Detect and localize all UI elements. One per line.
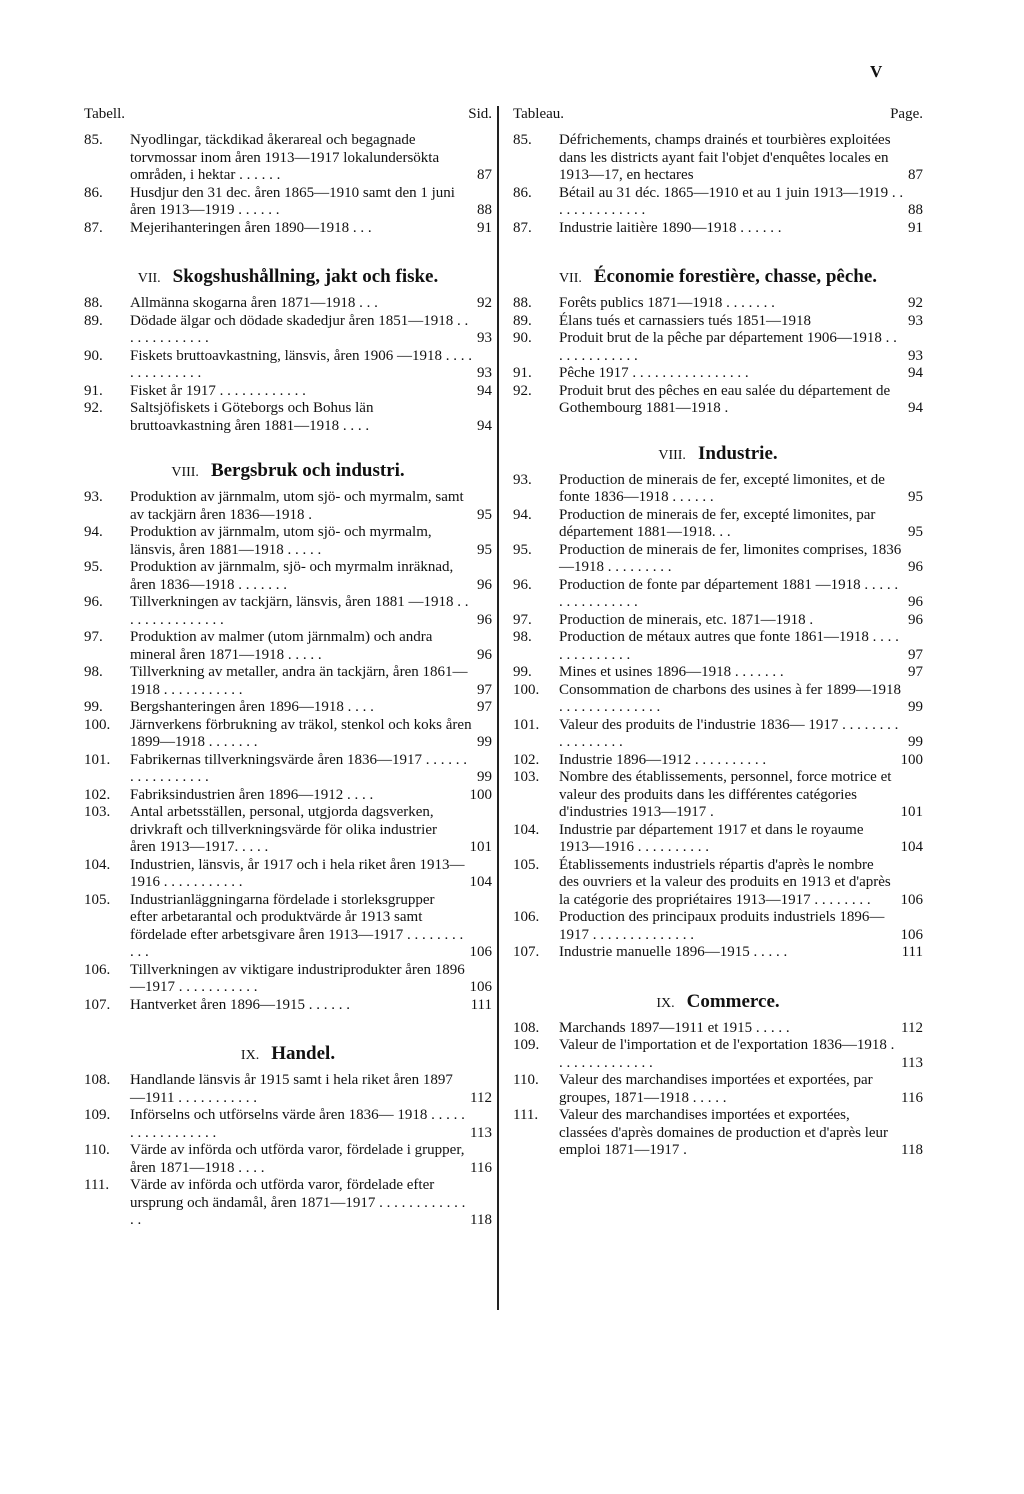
table-number: 107. [84,996,111,1013]
entry-title: Produktion av järnmalm, utom sjö- och myrmalm, samt av tackjärn åren 1836—1918 . [130,489,464,523]
toc-entry [513,769,923,822]
header-page-label: Sid. [468,106,492,122]
table-number: 100. [513,681,540,698]
entry-title: Production de minerais de fer, excepté limonites, et de fonte 1836—1918 . . . . . . [559,471,885,505]
toc-entry [84,664,492,699]
entry-title: Production de minerais de fer, excepté limonites, par département 1881—1918. . . [559,506,876,540]
toc-entry [84,804,492,857]
toc-entry [84,313,492,348]
table-number: 95. [84,559,103,575]
table-number: 86. [513,184,532,201]
toc-entry [84,132,492,185]
entry-page-number: 100 [900,751,923,768]
entry-page-number: 106 [900,891,923,908]
entry-page-number: 116 [901,1089,923,1106]
entry-title: Handlande länsvis år 1915 samt i hela riket åren 1897—1911 . . . . . . . . . . . [130,1072,453,1106]
table-number: 108. [513,1019,540,1036]
entry-title: Produktion av järnmalm, sjö- och myrmalm inräknad, åren 1836—1918 . . . . . . . [130,559,454,593]
table-number: 89. [84,312,103,329]
entry-page-number: 101 [469,839,492,855]
toc-entry [513,612,923,630]
toc-section [513,132,923,237]
toc-entry [84,1142,492,1177]
table-number: 92. [84,400,103,416]
toc-entry [84,594,492,629]
section-heading [513,444,923,464]
toc-entry [513,857,923,910]
entry-title: Bergshanteringen åren 1896—1918 . . . . [130,699,374,715]
section-roman-numeral: VIII. [171,465,199,480]
entry-page-number: 93 [908,312,923,329]
table-number: 109. [84,1107,111,1123]
table-number: 105. [513,856,540,873]
entry-title: Antal arbetsställen, personal, utgjorda dagsverken, drivkraft och tillverkningsvärde för olika industrier åren 1913—1917. . . . . [130,804,437,855]
entry-title: Mines et usines 1896—1918 . . . . . . . [559,664,784,680]
toc-entry [84,220,492,238]
entry-title: Produit brut de la pêche par département 1906—1918 . . . . . . . . . . . . . [559,330,897,364]
toc-entry [513,1037,923,1072]
toc-section [84,132,492,237]
entry-page-number: 104 [900,839,923,855]
table-number: 91. [513,365,532,381]
entry-page-number: 106 [469,944,492,960]
table-number: 106. [513,909,540,925]
section-heading [84,1044,492,1064]
toc-sections [513,132,923,1160]
section-title: Industrie. [697,442,778,464]
entry-title: Tillverkning av metaller, andra än tackjärn, åren 1861—1918 . . . . . . . . . . . [130,664,468,698]
section-title: Commerce. [686,990,780,1012]
table-number: 110. [84,1142,110,1158]
entry-title: Fiskets bruttoavkastning, länsvis, åren 1906 —1918 . . . . . . . . . . . . . . [130,347,473,381]
page-number: V [870,62,883,81]
table-number: 93. [84,489,103,505]
table-number: 103. [513,769,540,785]
table-number: 87. [513,219,532,236]
section-roman-numeral: IX. [240,1048,260,1063]
entry-page-number: 99 [908,734,923,750]
entry-title: Défrichements, champs drainés et tourbières exploitées dans les districts ayant fait l'objet d'enquêtes locales en 1913—17, en hectares [559,132,891,183]
table-number: 96. [84,594,103,610]
entry-page-number: 92 [908,295,923,311]
entry-page-number: 94 [477,417,492,434]
table-number: 91. [84,382,103,399]
header-label: Tableau. [513,106,565,122]
table-number: 104. [513,821,540,838]
toc-entry [513,1107,923,1160]
column-header [84,106,492,132]
entry-page-number: 99 [908,699,923,715]
section-title: Handel. [271,1043,336,1064]
table-number: 110. [513,1072,539,1088]
table-number: 96. [513,576,532,593]
entry-page-number: 97 [908,664,923,680]
entry-title: Valeur des marchandises importées et exportées, classées d'après domaines de production et d'après leur emploi 1871—1917 . [559,1107,889,1158]
entry-title: Production de métaux autres que fonte 1861—1918 . . . . . . . . . . . . . . [559,629,899,663]
toc-section [84,1044,492,1230]
toc-entry [513,752,923,770]
entry-title: Établissements industriels répartis d'après le nombre des ouvriers et la valeur des produits en 1913 et d'après la catégorie des propriétaires 1913—1917 . . . . . . . . [559,856,891,908]
entry-title: Bétail au 31 déc. 1865—1910 et au 1 juin 1913—1919 . . . . . . . . . . . . . . [559,184,904,218]
entry-title: Dödade älgar och dödade skadedjur åren 1851—1918 . . . . . . . . . . . . . [130,312,469,346]
entry-page-number: 94 [908,400,923,416]
entry-title: Pêche 1917 . . . . . . . . . . . . . . . . [559,365,749,381]
entry-title: Nyodlingar, täckdikad åkerareal och begagnade torvmossar inom åren 1913—1917 lokalundersökta områden, i hektar . . . . . . [130,132,440,183]
toc-entry [84,629,492,664]
entry-page-number: 87 [477,167,492,183]
table-number: 107. [513,944,540,960]
entry-title: Production de minerais de fer, limonites comprises, 1836—1918 . . . . . . . . . [559,541,902,575]
entry-title: Fabriksindustrien åren 1896—1912 . . . . [130,786,374,803]
toc-entry [513,185,923,220]
table-number: 87. [84,219,103,236]
entry-page-number: 96 [908,594,923,610]
table-number: 92. [513,382,532,399]
section-roman-numeral: VII. [137,271,161,286]
table-number: 97. [84,629,103,645]
table-number: 100. [84,716,111,733]
entry-title: Industrie par département 1917 et dans le royaume 1913—1916 . . . . . . . . . . [559,821,864,855]
toc-entry [513,909,923,944]
section-title: Skogshushållning, jakt och fiske. [172,266,439,287]
toc-entry [513,944,923,962]
toc-section [513,444,923,962]
toc-entry [84,295,492,313]
toc-entry [84,892,492,962]
toc-entry [84,997,492,1015]
toc-section [84,267,492,435]
entry-page-number: 96 [477,576,492,593]
table-number: 108. [84,1072,111,1088]
entry-page-number: 99 [477,734,492,750]
table-number: 102. [84,786,111,803]
entry-page-number: 116 [470,1159,492,1176]
swedish-column [84,106,492,1230]
toc-entry [84,787,492,805]
entry-page-number: 91 [477,219,492,236]
table-number: 104. [84,856,111,873]
entry-page-number: 112 [470,1089,492,1106]
toc-entry [84,1177,492,1230]
entry-page-number: 96 [477,611,492,628]
header-page-label: Page. [890,106,923,122]
section-roman-numeral: VII. [558,271,582,286]
entry-title: Marchands 1897—1911 et 1915 . . . . . [559,1019,790,1036]
toc-entry [84,752,492,787]
entry-page-number: 113 [470,1124,492,1141]
entry-title: Nombre des établissements, personnel, force motrice et valeur des produits dans les différentes catégories d'industries 1913—1917 . [559,769,892,820]
table-number: 94. [84,524,103,540]
entry-title: Allmänna skogarna åren 1871—1918 . . . [130,295,378,311]
entry-title: Valeur de l'importation et de l'exportation 1836—1918 . . . . . . . . . . . . . . [559,1037,895,1071]
toc-entry [513,629,923,664]
entry-page-number: 96 [908,611,923,628]
entry-page-number: 112 [901,1019,923,1036]
entry-title: Införselns och utförselns värde åren 1836— 1918 . . . . . . . . . . . . . . . . . [130,1107,465,1141]
entry-title: Élans tués et carnassiers tués 1851—1918 [559,312,812,329]
entry-page-number: 99 [477,769,492,785]
entry-page-number: 96 [908,559,923,575]
entry-page-number: 96 [477,646,492,663]
section-heading [84,461,492,481]
toc-entry [513,472,923,507]
toc-entry [84,383,492,401]
entry-page-number: 93 [477,330,492,346]
entry-page-number: 97 [477,681,492,698]
toc-entry [84,857,492,892]
entry-title: Valeur des produits de l'industrie 1836— 1917 . . . . . . . . . . . . . . . . . [559,716,899,750]
table-number: 111. [84,1177,110,1193]
table-number: 103. [84,804,111,820]
entry-page-number: 106 [900,926,923,943]
entry-page-number: 106 [469,979,492,995]
toc-entry [513,295,923,313]
toc-entry [84,962,492,997]
entry-title: Produktion av malmer (utom järnmalm) och andra mineral åren 1871—1918 . . . . . [130,629,433,663]
section-roman-numeral: VIII. [658,447,686,463]
table-number: 109. [513,1037,540,1053]
section-title: Bergsbruk och industri. [210,460,405,481]
section-heading [84,267,492,287]
entry-page-number: 94 [477,382,492,399]
entry-title: Industrien, länsvis, år 1917 och i hela riket åren 1913—1916 . . . . . . . . . . . [130,856,465,890]
table-number: 88. [513,295,532,311]
toc-entry [84,717,492,752]
header-label: Tabell. [84,106,126,122]
entry-title: Industrianläggningarna fördelade i storleksgrupper efter arbetarantal och produktvärde år 1913 samt fördelade efter arbetsgivare åren 1913—1917 . . . . . . . . . . . [130,891,464,960]
entry-page-number: 95 [477,541,492,558]
toc-entry [513,664,923,682]
entry-page-number: 97 [908,646,923,663]
toc-section [84,461,492,1014]
entry-title: Industrie 1896—1912 . . . . . . . . . . [559,751,767,768]
entry-title: Produit brut des pêches en eau salée du département de Gothembourg 1881—1918 . [559,382,891,416]
entry-page-number: 113 [901,1054,923,1071]
table-number: 98. [513,629,532,645]
entry-title: Consommation de charbons des usines à fer 1899—1918 . . . . . . . . . . . . . . [559,681,902,715]
column-header [513,106,923,132]
toc-entry [84,1107,492,1142]
entry-page-number: 93 [908,347,923,364]
table-number: 99. [513,664,532,680]
toc-entry [84,559,492,594]
table-number: 98. [84,664,103,680]
toc-section [513,267,923,418]
entry-title: Järnverkens förbrukning av träkol, stenkol och koks åren 1899—1918 . . . . . . . [130,716,472,750]
table-number: 94. [513,506,532,523]
entry-page-number: 95 [477,506,492,523]
entry-title: Production de minerais, etc. 1871—1918 . [559,611,814,628]
column-divider [497,106,499,1310]
table-number: 101. [513,716,540,733]
table-number: 90. [513,330,532,346]
entry-title: Industrie manuelle 1896—1915 . . . . . [559,944,788,960]
entry-page-number: 95 [908,489,923,505]
toc-section [513,992,923,1160]
entry-title: Production des principaux produits industriels 1896—1917 . . . . . . . . . . . . . . [559,909,885,943]
entry-title: Fabrikernas tillverkningsvärde åren 1836—1917 . . . . . . . . . . . . . . . . . [130,751,468,785]
entry-page-number: 95 [908,524,923,540]
entry-title: Forêts publics 1871—1918 . . . . . . . [559,295,775,311]
entry-title: Värde av införda och utförda varor, fördelade efter ursprung och ändamål, åren 1871—1917 . . . . . . . . . . . . . . [130,1177,466,1228]
toc-entry [84,185,492,220]
table-number: 88. [84,295,103,311]
toc-entry [513,1020,923,1038]
toc-entry [84,699,492,717]
entry-page-number: 97 [477,699,492,715]
table-number: 93. [513,471,532,488]
entry-title: Husdjur den 31 dec. åren 1865—1910 samt den 1 juni åren 1913—1919 . . . . . . [130,184,455,218]
entry-page-number: 100 [469,786,492,803]
toc-entry [513,542,923,577]
toc-entry [513,1072,923,1107]
entry-title: Produktion av järnmalm, utom sjö- och myrmalm, länsvis, åren 1881—1918 . . . . . [130,524,432,558]
entry-title: Fisket år 1917 . . . . . . . . . . . . [130,382,306,399]
table-number: 95. [513,541,532,558]
entry-page-number: 101 [900,804,923,820]
table-number: 111. [513,1107,539,1123]
toc-entry [513,132,923,185]
toc-entry [84,348,492,383]
toc-entry [513,507,923,542]
table-number: 89. [513,312,532,329]
table-number: 102. [513,751,540,768]
entry-page-number: 94 [908,365,923,381]
toc-entry [513,822,923,857]
entry-title: Saltsjöfiskets i Göteborgs och Bohus län bruttoavkastning åren 1881—1918 . . . . [130,400,374,434]
entry-title: Tillverkningen av viktigare industriprodukter åren 1896—1917 . . . . . . . . . . . [130,961,465,995]
toc-entry [513,220,923,238]
entry-page-number: 88 [908,202,923,218]
table-number: 85. [84,132,103,148]
section-title: Économie forestière, chasse, pêche. [593,266,878,287]
toc-entry [513,577,923,612]
toc-entry [513,313,923,331]
entry-page-number: 87 [908,167,923,183]
entry-page-number: 118 [470,1212,492,1228]
toc-entry [513,330,923,365]
entry-page-number: 91 [908,219,923,236]
toc-entry [513,682,923,717]
toc-sections [84,132,492,1230]
toc-entry [84,524,492,559]
entry-title: Valeur des marchandises importées et exportées, par groupes, 1871—1918 . . . . . [559,1072,873,1106]
entry-page-number: 88 [477,202,492,218]
table-number: 106. [84,961,111,978]
entry-title: Värde av införda och utförda varor, fördelade i grupper, åren 1871—1918 . . . . [130,1142,465,1176]
entry-page-number: 118 [901,1142,923,1158]
entry-title: Hantverket åren 1896—1915 . . . . . . [130,996,350,1013]
table-number: 105. [84,891,111,908]
entry-page-number: 104 [469,874,492,890]
entry-title: Mejerihanteringen åren 1890—1918 . . . [130,219,372,236]
entry-page-number: 92 [477,295,492,311]
table-number: 101. [84,751,111,768]
table-number: 97. [513,611,532,628]
table-number: 90. [84,347,103,364]
toc-entry [84,489,492,524]
table-number: 99. [84,699,103,715]
entry-page-number: 111 [470,996,492,1013]
toc-entry [513,383,923,418]
table-number: 86. [84,184,103,201]
toc-entry [84,400,492,435]
entry-title: Production de fonte par département 1881 —1918 . . . . . . . . . . . . . . . . [559,576,899,610]
section-heading [513,267,923,287]
table-number: 85. [513,132,532,148]
section-roman-numeral: IX. [656,995,675,1011]
entry-page-number: 93 [477,365,492,381]
entry-title: Tillverkningen av tackjärn, länsvis, åren 1881 —1918 . . . . . . . . . . . . . . . [130,594,469,628]
toc-entry [513,717,923,752]
french-column [513,106,923,1160]
entry-title: Industrie laitière 1890—1918 . . . . . . [559,219,782,236]
entry-page-number: 111 [901,944,923,960]
toc-entry [513,365,923,383]
section-heading [513,992,923,1012]
toc-entry [84,1072,492,1107]
